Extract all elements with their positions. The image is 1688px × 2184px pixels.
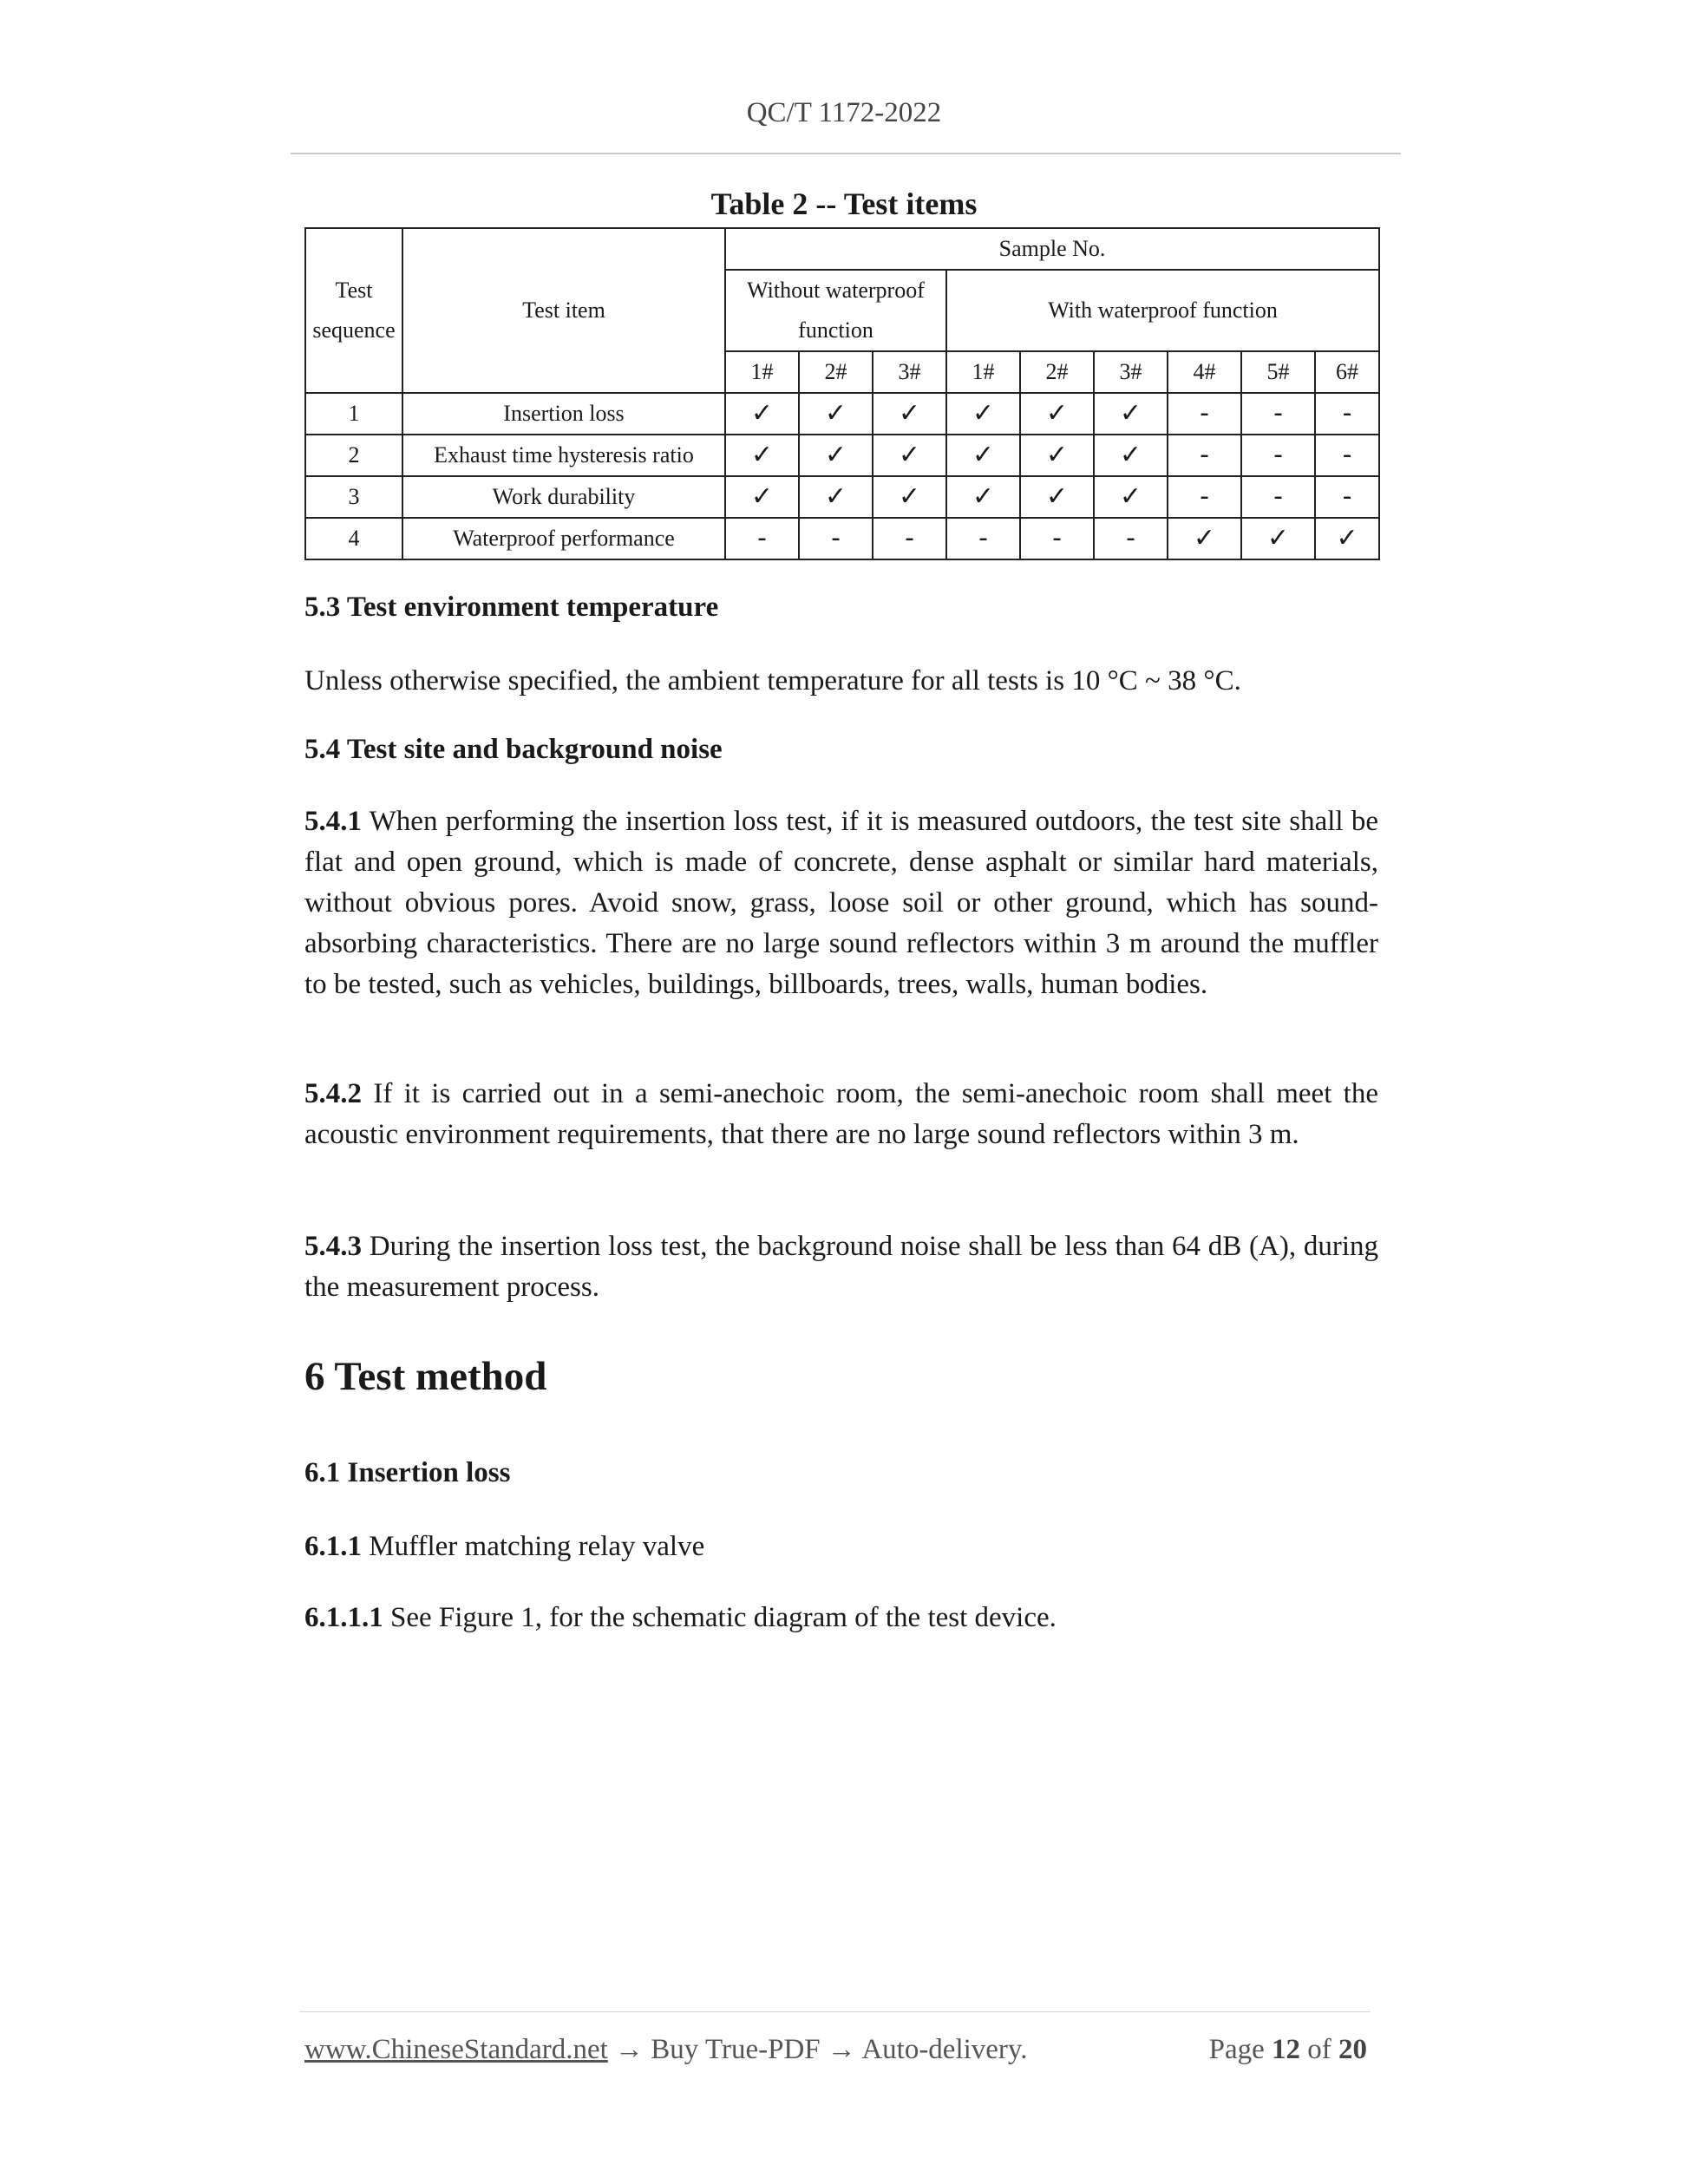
sample-cell: - [1315,393,1379,435]
footer-promo [304,2034,1028,2066]
sample-cell: ✓ [873,393,946,435]
clause-number: 6.1.1 [304,1531,362,1562]
sample-cell: ✓ [873,476,946,518]
sample-cell: ✓ [725,393,799,435]
sample-col-header: 1# [946,351,1020,393]
sample-col-header: 6# [1315,351,1379,393]
table-row [305,476,1379,518]
sample-cell: ✓ [873,435,946,476]
sample-cell: - [1168,476,1241,518]
clause-number: 5.4.1 [304,806,362,837]
sample-cell: - [1241,476,1315,518]
sample-cell: ✓ [1020,393,1094,435]
sample-col-header: 3# [873,351,946,393]
sample-cell: - [1241,393,1315,435]
sample-cell: ✓ [1020,435,1094,476]
sample-col-header: 5# [1241,351,1315,393]
sample-cell: ✓ [1094,393,1168,435]
clause-number: 5.4.3 [304,1231,362,1262]
arrow-right-icon: → [827,2034,856,2065]
sample-cell: - [946,518,1020,559]
page-indicator [1209,2034,1367,2066]
clause-text: See Figure 1, for the schematic diagram of the test device. [390,1602,1057,1633]
sample-cell: - [1168,435,1241,476]
header-divider [291,153,1401,154]
clause-text: During the insertion loss test, the background noise shall be less than 64 dB (A), during the measurement process. [304,1231,1378,1303]
clause-number: 5.4.2 [304,1078,362,1109]
sample-cell: ✓ [725,435,799,476]
sample-cell: - [1094,518,1168,559]
page-total: 20 [1338,2034,1367,2065]
section-5-4-2-paragraph [304,1074,1378,1155]
section-5-4-heading: 5.4 Test site and background noise [304,734,723,765]
website-link[interactable]: www.ChineseStandard.net [304,2034,608,2065]
section-6-heading: 6 Test method [304,1354,547,1399]
sample-cell: - [799,518,873,559]
header-sample-no: Sample No. [725,228,1379,270]
page-number: 12 [1272,2034,1300,2065]
section-5-3-text: Unless otherwise specified, the ambient temperature for all tests is 10 °C ~ 38 °C. [304,665,1241,696]
arrow-right-icon: → [615,2034,644,2065]
sample-cell: - [1315,476,1379,518]
section-6-1-1-paragraph [304,1527,1378,1567]
sample-cell: ✓ [946,476,1020,518]
footer-divider [299,2011,1371,2012]
sample-cell: ✓ [799,393,873,435]
table-row [305,393,1379,435]
sample-col-header: 2# [1020,351,1094,393]
header-test-item: Test item [402,228,725,393]
test-items-table [304,227,1380,560]
table-title: Table 2 -- Test items [710,186,978,221]
clause-text: Muffler matching relay valve [369,1531,705,1562]
sample-cell: ✓ [799,435,873,476]
header-test-sequence: Test sequence [305,228,402,393]
page-label: Page [1208,2034,1265,2065]
sample-col-header: 4# [1168,351,1241,393]
sample-cell: - [1168,393,1241,435]
sample-cell: ✓ [1315,518,1379,559]
row-test-item: Work durability [402,476,725,518]
section-5-4-3-paragraph [304,1226,1378,1308]
of-label: of [1307,2034,1331,2065]
sample-cell: ✓ [1094,476,1168,518]
sample-cell: - [1315,435,1379,476]
header-without-waterproof: Without waterproof function [725,270,946,351]
buy-pdf-link: Buy True-PDF [651,2034,821,2065]
row-sequence: 2 [305,435,402,476]
sample-cell: - [873,518,946,559]
sample-cell: - [1020,518,1094,559]
sample-col-header: 3# [1094,351,1168,393]
header-with-waterproof: With waterproof function [946,270,1379,351]
document-header: QC/T 1172-2022 [746,97,942,128]
sample-cell: ✓ [1241,518,1315,559]
sample-cell: ✓ [1020,476,1094,518]
row-test-item: Insertion loss [402,393,725,435]
row-sequence: 1 [305,393,402,435]
row-test-item: Exhaust time hysteresis ratio [402,435,725,476]
section-5-4-1-paragraph [304,801,1378,1005]
sample-col-header: 1# [725,351,799,393]
sample-cell: ✓ [799,476,873,518]
section-5-3-heading: 5.3 Test environment temperature [304,592,719,623]
sample-cell: ✓ [725,476,799,518]
row-sequence: 4 [305,518,402,559]
clause-number: 6.1.1.1 [304,1602,383,1633]
row-test-item: Waterproof performance [402,518,725,559]
table-row [305,435,1379,476]
sample-cell: ✓ [1168,518,1241,559]
row-sequence: 3 [305,476,402,518]
section-6-1-heading: 6.1 Insertion loss [304,1457,511,1488]
table-row [305,518,1379,559]
section-6-1-1-1-paragraph [304,1598,1378,1638]
clause-text: If it is carried out in a semi-anechoic room, the semi-anechoic room shall meet the acoustic environment requirements, that there are no large sound reflectors within 3 m. [304,1078,1378,1150]
sample-cell: ✓ [946,435,1020,476]
sample-col-header: 2# [799,351,873,393]
sample-cell: ✓ [946,393,1020,435]
auto-delivery-text: Auto-delivery. [861,2034,1028,2065]
sample-cell: - [1241,435,1315,476]
clause-text: When performing the insertion loss test, if it is measured outdoors, the test site shall be flat and open ground, which is made of concrete, dense asphalt or similar hard materials, without obvious pores. Avoid snow, grass, loose soil or other ground, which has sound-absorbing characteristics. There are no large sound reflectors within 3 m around the muffler to be tested, such as vehicles, buildings, billboards, trees, walls, human bodies. [304,806,1378,1000]
sample-cell: - [725,518,799,559]
sample-cell: ✓ [1094,435,1168,476]
